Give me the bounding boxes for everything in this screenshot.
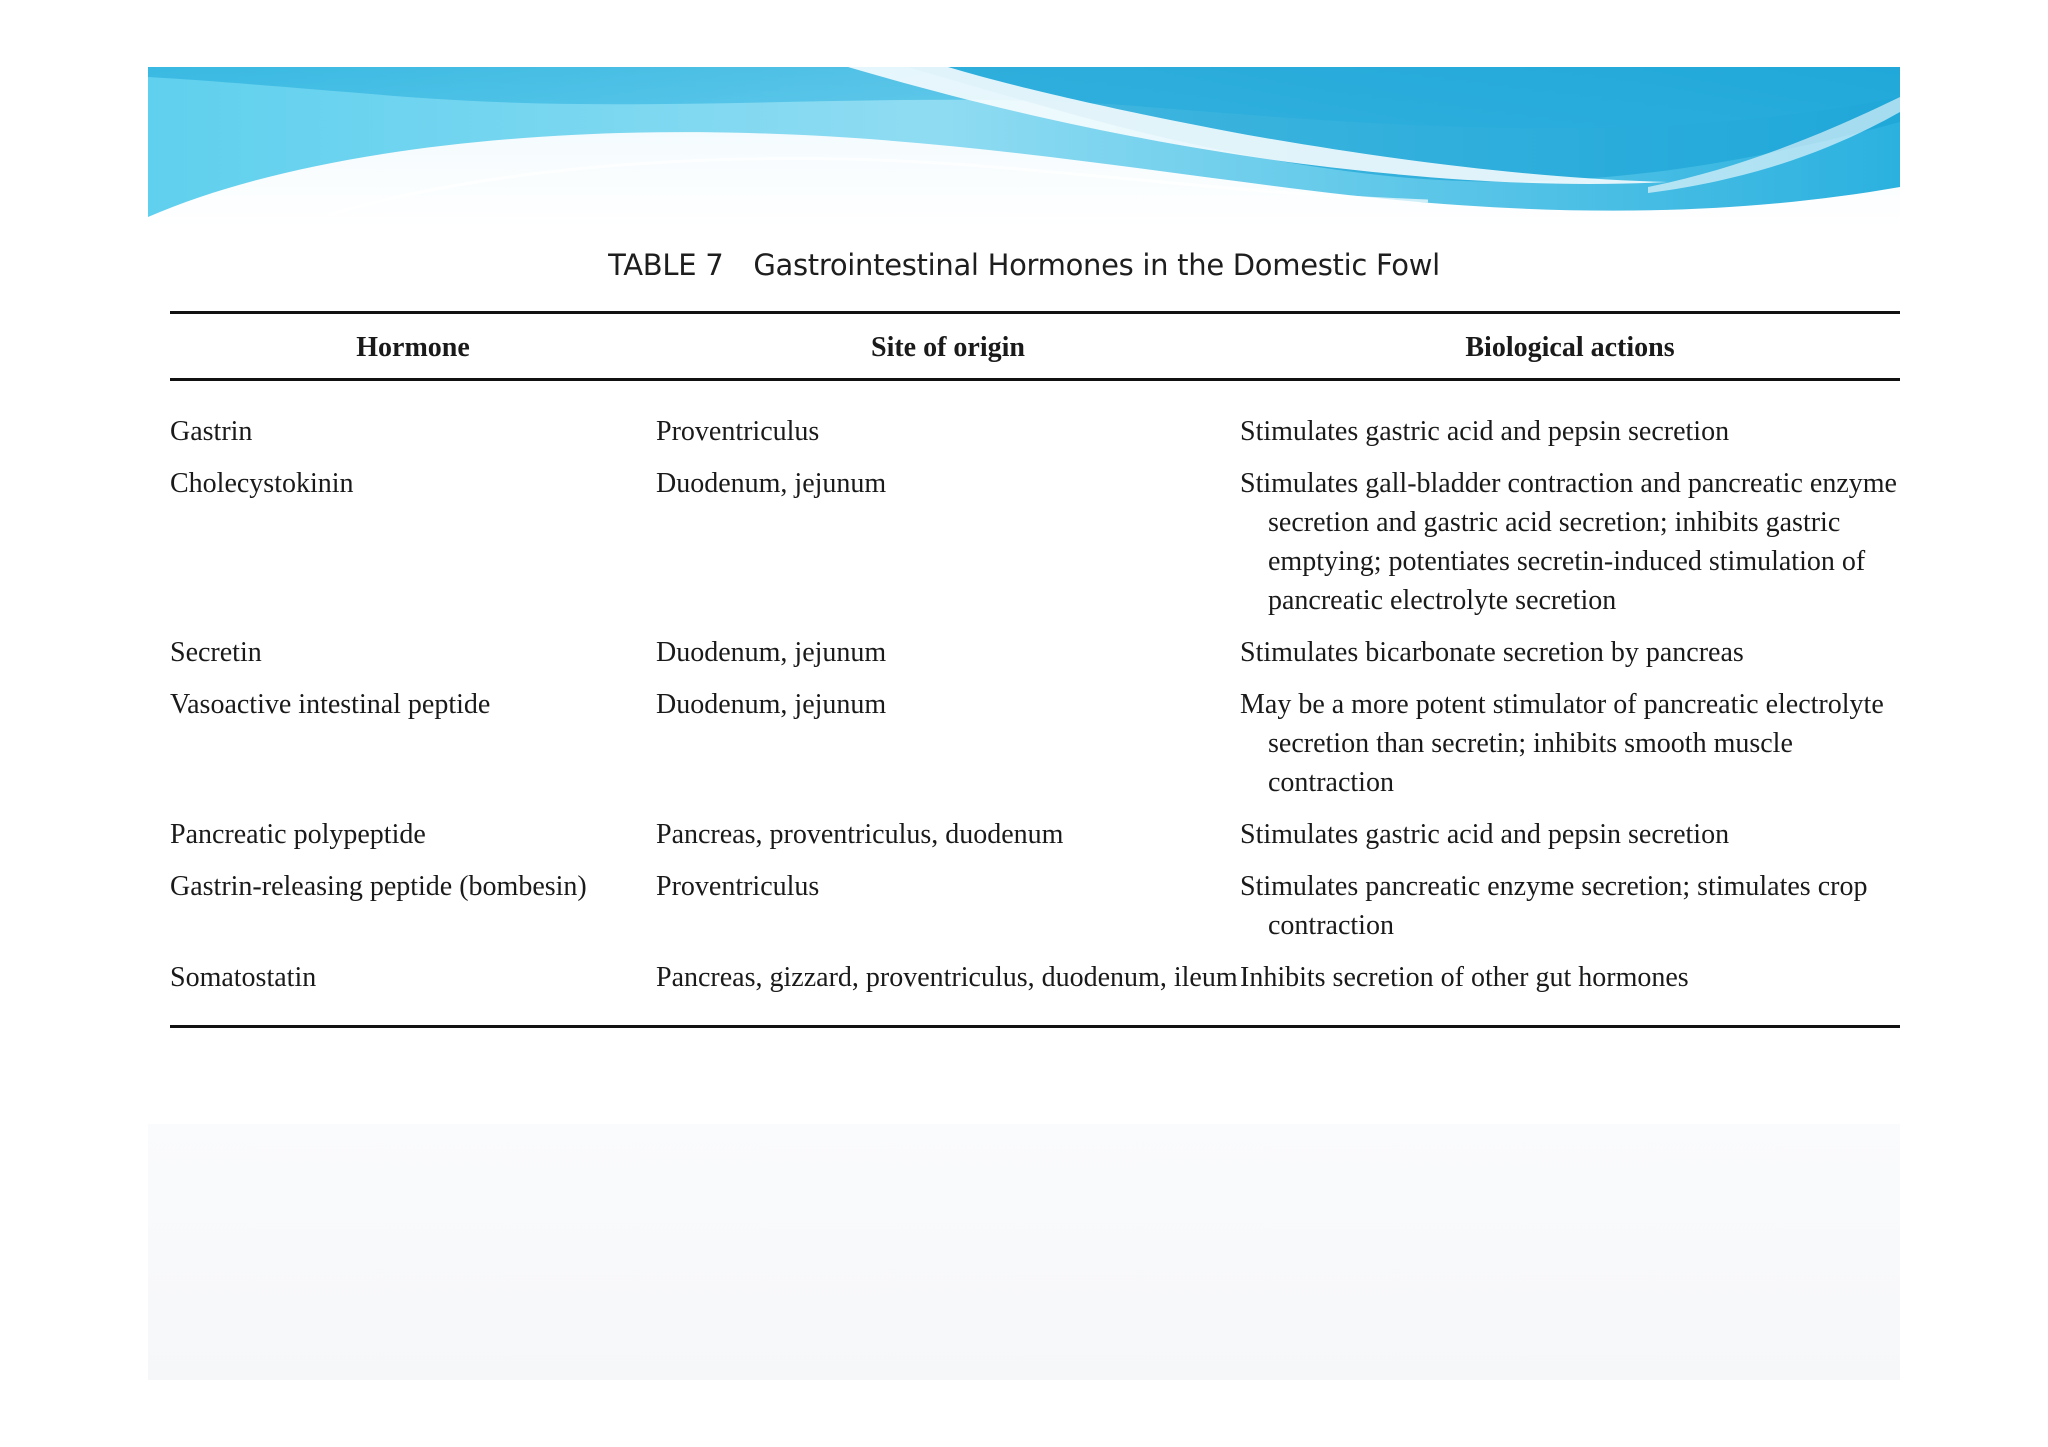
cell-action: May be a more potent stimulator of pancreatic electrolyte secretion than secretin; inhibits smooth muscle contraction (1240, 689, 1884, 798)
header-hormone: Hormone (170, 313, 656, 380)
table-row (170, 958, 1900, 1027)
wave-graphic (148, 67, 1900, 227)
cell-hormone: Pancreatic polypeptide (170, 819, 426, 850)
cell-action: Stimulates gall-bladder contraction and pancreatic enzyme secretion and gastric acid secretion; inhibits gastric emptying; potentiates secretin-induced stimulation of pancreatic electrolyte secretion (1240, 468, 1897, 616)
cell-hormone: Gastrin-releasing peptide (bombesin) (170, 871, 587, 902)
cell-site: Duodenum, jejunum (656, 689, 887, 720)
cell-site: Pancreas, proventriculus, duodenum (656, 819, 1064, 850)
header-biological-actions: Biological actions (1240, 313, 1900, 380)
table-row (170, 867, 1900, 958)
cell-action: Stimulates gastric acid and pepsin secretion (1240, 416, 1730, 447)
cell-action: Stimulates pancreatic enzyme secretion; stimulates crop contraction (1240, 871, 1868, 941)
cell-hormone: Vasoactive intestinal peptide (170, 689, 491, 720)
cell-action: Stimulates bicarbonate secretion by pancreas (1240, 637, 1744, 668)
table-row (170, 815, 1900, 867)
table-row (170, 380, 1900, 465)
hormone-table (170, 311, 1900, 1028)
hormone-table-container (170, 311, 1900, 1028)
table-row (170, 464, 1900, 633)
cell-site: Proventriculus (656, 416, 820, 447)
cell-site: Pancreas, gizzard, proventriculus, duodenum, ileum (656, 962, 1238, 993)
table-title: Gastrointestinal Hormones in the Domestic Fowl (753, 248, 1440, 282)
header-wave-banner (148, 67, 1900, 227)
header-site-of-origin: Site of origin (656, 313, 1240, 380)
table-number: TABLE 7 (608, 248, 724, 282)
table-header-row (170, 313, 1900, 380)
cell-site: Duodenum, jejunum (656, 637, 887, 668)
cell-hormone: Gastrin (170, 416, 253, 447)
table-row (170, 633, 1900, 685)
cell-action: Inhibits secretion of other gut hormones (1240, 962, 1689, 993)
cell-hormone: Somatostatin (170, 962, 317, 993)
cell-action: Stimulates gastric acid and pepsin secretion (1240, 819, 1730, 850)
cell-site: Proventriculus (656, 871, 820, 902)
cell-hormone: Cholecystokinin (170, 468, 354, 499)
cell-hormone: Secretin (170, 637, 262, 668)
table-row (170, 685, 1900, 815)
table-caption (0, 248, 2048, 282)
footer-panel (148, 1124, 1900, 1380)
cell-site: Duodenum, jejunum (656, 468, 887, 499)
